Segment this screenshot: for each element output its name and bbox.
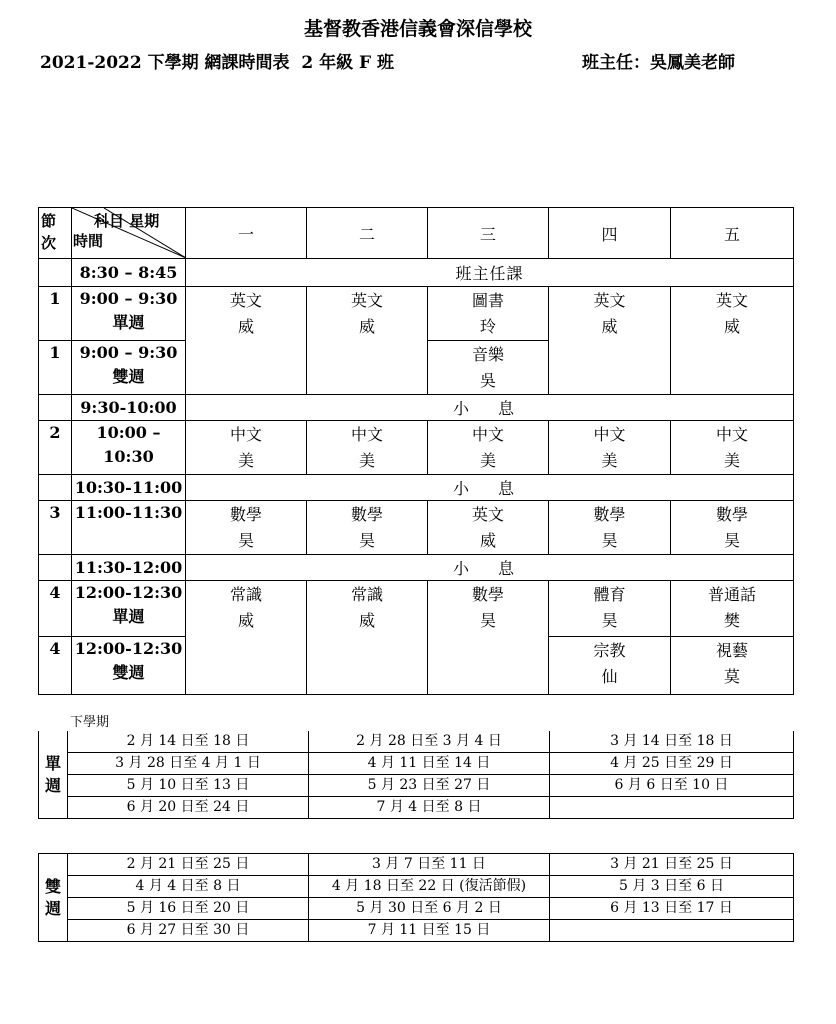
date-range [550, 797, 794, 819]
date-range: 2 月 28 日至 3 月 4 日 [309, 731, 550, 753]
teacher: 威 [358, 611, 375, 630]
timetable-subtitle [0, 48, 836, 74]
double-week-label-top: 雙 [44, 876, 61, 896]
time-range: 12:00-12:30 [74, 639, 183, 658]
lesson-cell [428, 581, 549, 695]
lesson-cell [186, 501, 307, 555]
date-range: 6 月 20 日至 24 日 [68, 797, 309, 819]
subject: 英文 [715, 291, 748, 310]
date-range: 6 月 27 日至 30 日 [68, 920, 309, 942]
time-slot: 9:30-10:00 [72, 395, 186, 421]
teacher: 莫 [723, 667, 740, 686]
teacher: 美 [358, 451, 375, 470]
school-name: 基督教香港信義會深信學校 [303, 18, 532, 40]
session-header [39, 208, 72, 259]
lesson-cell [428, 421, 549, 475]
session-number: 1 [39, 341, 72, 395]
date-range: 2 月 21 日至 25 日 [68, 854, 309, 876]
date-range [550, 920, 794, 942]
lesson-cell [671, 287, 794, 395]
lesson-cell [549, 421, 671, 475]
session-number: 3 [39, 501, 72, 555]
lesson-cell [428, 341, 549, 395]
day-header-thu: 四 [549, 208, 671, 259]
time-slot [72, 287, 186, 341]
teacher: 昊 [479, 611, 496, 630]
lesson-cell [307, 287, 428, 395]
date-row [39, 731, 794, 753]
time-range: 9:00 – 9:30 [79, 343, 178, 362]
time-slot: 10:30-11:00 [72, 475, 186, 501]
subject: 常識 [350, 585, 383, 604]
subject: 英文 [229, 291, 262, 310]
date-range: 5 月 3 日至 6 日 [550, 876, 794, 898]
period-1-single-row [39, 287, 794, 341]
time-slot [72, 581, 186, 637]
subject: 英文 [471, 505, 504, 524]
session-number [39, 259, 72, 287]
timetable [38, 207, 794, 695]
teacher: 威 [358, 317, 375, 336]
period-4-single-row [39, 581, 794, 637]
teacher: 威 [237, 611, 254, 630]
date-range: 3 月 14 日至 18 日 [550, 731, 794, 753]
date-range: 5 月 23 日至 27 日 [309, 775, 550, 797]
subject: 音樂 [471, 345, 504, 364]
session-number [39, 475, 72, 501]
subject: 英文 [593, 291, 626, 310]
lesson-cell [549, 501, 671, 555]
break-row [39, 475, 794, 501]
date-range: 4 月 18 日至 22 日 (復活節假) [309, 876, 550, 898]
lesson-cell [186, 287, 307, 395]
subject: 中文 [715, 425, 748, 444]
period-2-row [39, 421, 794, 475]
teacher: 威 [723, 317, 740, 336]
session-number [39, 395, 72, 421]
day-header-wed: 三 [428, 208, 549, 259]
double-week-label [39, 854, 68, 942]
time-slot [72, 341, 186, 395]
subject: 宗教 [593, 641, 626, 660]
week-type: 單週 [112, 313, 145, 332]
date-range: 4 月 4 日至 8 日 [68, 876, 309, 898]
lesson-cell [307, 421, 428, 475]
lesson-cell [428, 501, 549, 555]
timetable-header-row [39, 208, 794, 259]
subject: 中文 [350, 425, 383, 444]
break-cell: 小 息 [186, 475, 794, 501]
week-type: 單週 [112, 607, 145, 626]
session-header-top: 節 [41, 212, 57, 230]
time-slot: 11:30-12:00 [72, 555, 186, 581]
homeroom-cell: 班主任課 [186, 259, 794, 287]
teacher: 美 [723, 451, 740, 470]
subject: 體育 [593, 585, 626, 604]
time-range: 10:00 – 10:30 [96, 423, 161, 466]
date-row [39, 797, 794, 819]
lesson-cell [307, 501, 428, 555]
date-row [39, 854, 794, 876]
session-number: 4 [39, 581, 72, 637]
break-row [39, 555, 794, 581]
subject: 中文 [471, 425, 504, 444]
lesson-cell [428, 287, 549, 341]
session-header-bottom: 次 [41, 234, 57, 252]
lesson-cell [307, 581, 428, 695]
session-number: 1 [39, 287, 72, 341]
lesson-cell [549, 581, 671, 637]
teacher: 昊 [237, 531, 254, 550]
double-week-label-bottom: 週 [44, 898, 61, 918]
date-range: 7 月 11 日至 15 日 [309, 920, 550, 942]
time-slot [72, 421, 186, 475]
teacher: 威 [479, 531, 496, 550]
date-range: 3 月 21 日至 25 日 [550, 854, 794, 876]
teacher: 昊 [601, 531, 618, 550]
subject: 數學 [715, 505, 748, 524]
teacher: 昊 [601, 611, 618, 630]
period-3-row [39, 501, 794, 555]
time-slot [72, 501, 186, 555]
corner-label-time: 時間 [73, 232, 104, 250]
date-range: 3 月 28 日至 4 月 1 日 [68, 753, 309, 775]
time-range: 11:00-11:30 [74, 503, 183, 522]
date-range: 4 月 11 日至 14 日 [309, 753, 550, 775]
lesson-cell [549, 637, 671, 695]
lesson-cell [671, 637, 794, 695]
date-row [39, 920, 794, 942]
time-range: 12:00-12:30 [74, 583, 183, 602]
date-row [39, 898, 794, 920]
subject: 常識 [229, 585, 262, 604]
subject: 視藝 [715, 641, 748, 660]
term-label: 下學期 [70, 715, 110, 730]
date-range: 3 月 7 日至 11 日 [309, 854, 550, 876]
single-week-label-bottom: 週 [44, 775, 61, 795]
corner-header [72, 208, 186, 259]
lesson-cell [671, 581, 794, 637]
subject: 英文 [350, 291, 383, 310]
day-header-mon: 一 [186, 208, 307, 259]
date-range: 6 月 6 日至 10 日 [550, 775, 794, 797]
week-type: 雙週 [112, 367, 145, 386]
term-class-title: 2021-2022 下學期 網課時間表 2 年級 F 班 [40, 53, 395, 73]
session-number [39, 555, 72, 581]
corner-label-subject-day: 科目 星期 [94, 212, 160, 230]
break-cell: 小 息 [186, 555, 794, 581]
teacher: 玲 [479, 317, 496, 336]
teacher: 美 [601, 451, 618, 470]
teacher: 威 [237, 317, 254, 336]
day-header-tue: 二 [307, 208, 428, 259]
single-week-dates-table [38, 731, 794, 819]
subject: 數學 [350, 505, 383, 524]
week-type: 雙週 [112, 663, 145, 682]
single-week-label [39, 731, 68, 819]
time-range: 9:00 – 9:30 [79, 289, 178, 308]
subject: 圖書 [471, 291, 504, 310]
date-row [39, 876, 794, 898]
teacher: 昊 [723, 531, 740, 550]
subject: 數學 [593, 505, 626, 524]
session-number: 4 [39, 637, 72, 695]
subject: 數學 [471, 585, 504, 604]
teacher: 昊 [358, 531, 375, 550]
teacher: 美 [479, 451, 496, 470]
lesson-cell [671, 501, 794, 555]
double-week-dates-table [38, 853, 794, 942]
homeroom-row [39, 259, 794, 287]
date-row [39, 753, 794, 775]
teacher: 美 [237, 451, 254, 470]
teacher: 威 [601, 317, 618, 336]
date-range: 2 月 14 日至 18 日 [68, 731, 309, 753]
teacher: 仙 [601, 667, 618, 686]
break-row [39, 395, 794, 421]
date-range: 5 月 16 日至 20 日 [68, 898, 309, 920]
class-teacher: 班主任：吳鳳美老師 [582, 53, 735, 73]
subject: 普通話 [707, 585, 756, 604]
lesson-cell [186, 421, 307, 475]
subject: 中文 [229, 425, 262, 444]
break-cell: 小 息 [186, 395, 794, 421]
session-number: 2 [39, 421, 72, 475]
lesson-cell [186, 581, 307, 695]
single-week-label-top: 單 [44, 753, 61, 773]
teacher: 樊 [723, 611, 740, 630]
subject: 數學 [229, 505, 262, 524]
date-range: 5 月 30 日至 6 月 2 日 [309, 898, 550, 920]
date-range: 7 月 4 日至 8 日 [309, 797, 550, 819]
time-slot [72, 637, 186, 695]
time-slot: 8:30 – 8:45 [72, 259, 186, 287]
date-range: 4 月 25 日至 29 日 [550, 753, 794, 775]
date-row [39, 775, 794, 797]
teacher: 吳 [479, 371, 496, 390]
day-header-fri: 五 [671, 208, 794, 259]
date-range: 6 月 13 日至 17 日 [550, 898, 794, 920]
subject: 中文 [593, 425, 626, 444]
lesson-cell [549, 287, 671, 395]
lesson-cell [671, 421, 794, 475]
date-range: 5 月 10 日至 13 日 [68, 775, 309, 797]
